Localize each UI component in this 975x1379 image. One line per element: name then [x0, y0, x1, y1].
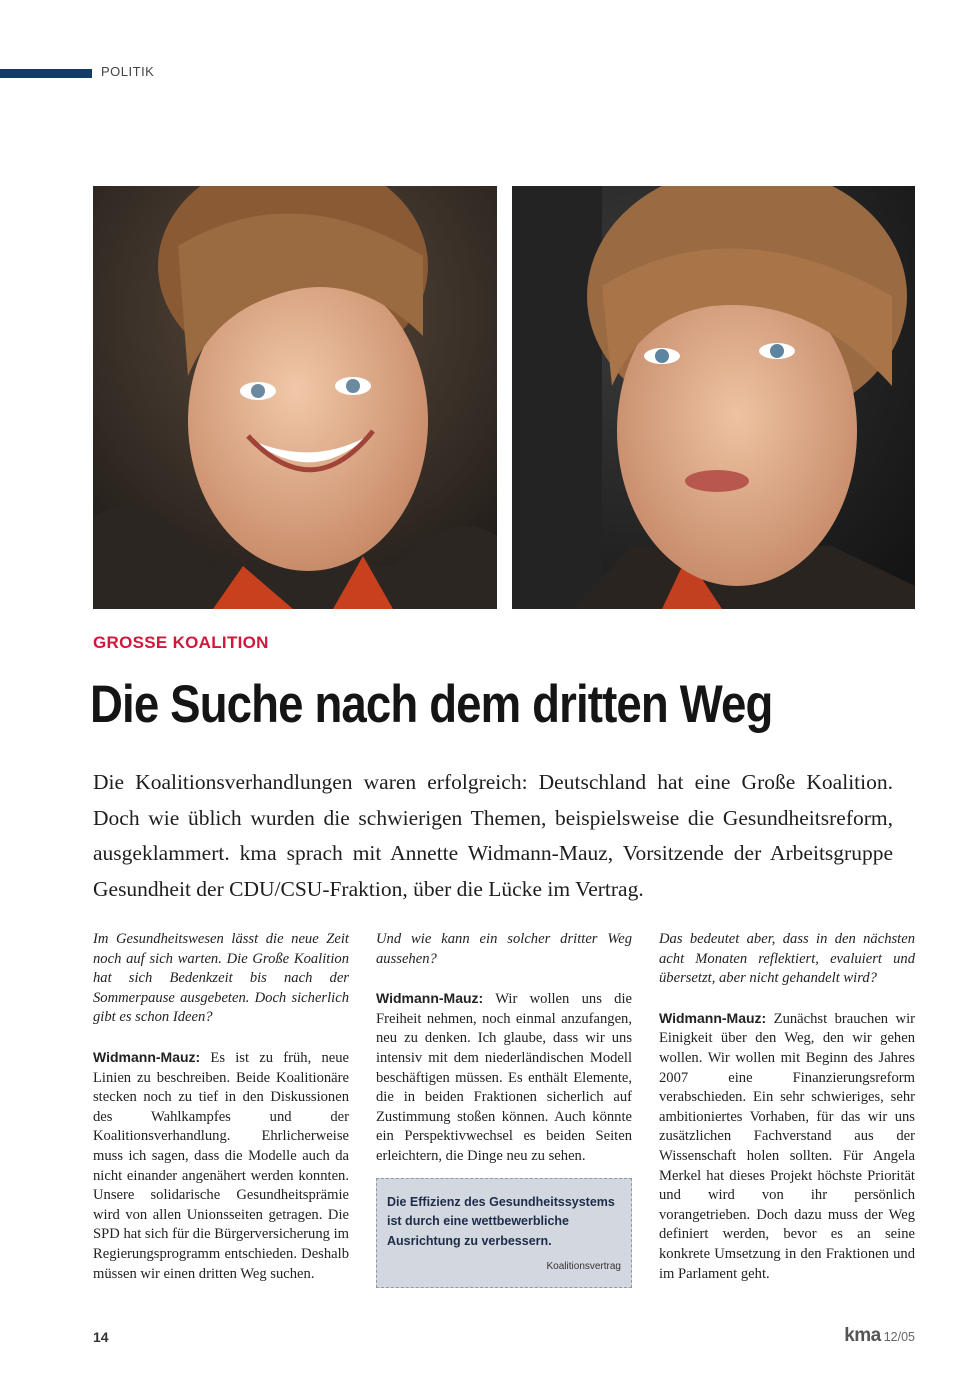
- article-column-2: [376, 930, 632, 1288]
- pull-quote: [376, 1178, 632, 1288]
- article-column-1: [93, 930, 349, 1304]
- section-label: POLITIK: [101, 64, 155, 79]
- answer-text: Zunächst brauchen wir Einigkeit über den Weg, den wir gehen wollen. Wir wollen mit Beginn des Jahres 2007 eine Finanzierungsreform verabschieden. Ein sehr schwieriges, sehr ambitioniertes Vorhaben, für das wir uns zusätzlichen Fachverstand aus der Wissenschaft holen sollten. Für Angela Merkel hat dieses Projekt höchste Priorität und wird von ihr persönlich vorangetrieben. Doch dazu muss der Weg definiert werden, bevor es an seine konkrete Umsetzung in den Fraktionen und im Parlament geht.: [659, 1010, 915, 1282]
- speaker-label: Widmann-Mauz:: [93, 1048, 201, 1065]
- brand-logo: kma: [844, 1325, 881, 1346]
- interview-question: Und wie kann ein solcher dritter Weg aussehen?: [376, 931, 632, 967]
- article-lead: Die Koalitionsverhandlungen waren erfolgreich: Deutschland hat eine Große Koalition. Doch wie üblich wurden die schwierigen Themen, beispielsweise die Gesundheitsreform, ausgeklammert. kma sprach mit Annette Widmann-Mauz, Vorsitzende der Arbeitsgruppe Gesundheit der CDU/CSU-Fraktion, über die Lücke im Vertrag.: [93, 770, 893, 901]
- pull-quote-source: Koalitionsvertrag: [546, 1261, 621, 1273]
- answer-text: Es ist zu früh, neue Linien zu beschreiben. Beide Koalitionäre stecken noch zu tief in den Diskussionen des Wahlkampfes und der Koalitionsverhandlung. Ehrlicherweise muss ich sagen, dass die Modelle auch da nicht einander angenähert werden konnten. Unsere solidarische Gesundheitsprämie wird von allen Unionsseiten getragen. Die SPD hat sich für die Bürgerversicherung im Regierungsprogramm entschieden. Deshalb müssen wir einen dritten Weg suchen.: [93, 1049, 349, 1282]
- article-kicker: GROSSE KOALITION: [93, 633, 269, 652]
- article-column-3: [659, 930, 915, 1304]
- speaker-label: Widmann-Mauz:: [376, 990, 484, 1007]
- pull-quote-text: Die Effizienz des Gesundheitssystems ist durch eine wettbewerbliche Ausrichtung zu verbessern.: [387, 1194, 615, 1248]
- portrait-serious-photo: [512, 186, 915, 609]
- interview-answer: [376, 989, 632, 1166]
- section-bar: [0, 69, 92, 78]
- answer-text: Wir wollen uns die Freiheit nehmen, noch einmal anzufangen, neu zu denken. Ich glaube, dass wir uns intensiv mit dem niederländischen Modell beschäftigen müssen. Es enthält Elemente, die in beiden Fraktionen sicherlich auf Zustimmung stoßen können. Auch könnte ein Perspektivwechsel es beiden Seiten erleichtern, die Dinge neu zu sehen.: [376, 991, 632, 1164]
- interview-question: Im Gesundheitswesen lässt die neue Zeit noch auf sich warten. Die Große Koalition hat sich Bedenkzeit bis nach der Sommerpause ausgebeten. Doch sicherlich gibt es schon Ideen?: [93, 931, 349, 1026]
- issue-number: 12/05: [883, 1330, 915, 1344]
- interview-answer: [93, 1048, 349, 1284]
- article-headline: Die Suche nach dem dritten Weg: [90, 675, 773, 734]
- footer-brand: [844, 1325, 915, 1347]
- speaker-label: Widmann-Mauz:: [659, 1009, 767, 1026]
- page-number: 14: [93, 1329, 109, 1345]
- portrait-smiling-photo: [93, 186, 497, 609]
- interview-question: Das bedeutet aber, dass in den nächsten acht Monaten reflektiert, evaluiert und übersetzt, aber nicht gehandelt wird?: [659, 931, 915, 987]
- interview-answer: [659, 1009, 915, 1284]
